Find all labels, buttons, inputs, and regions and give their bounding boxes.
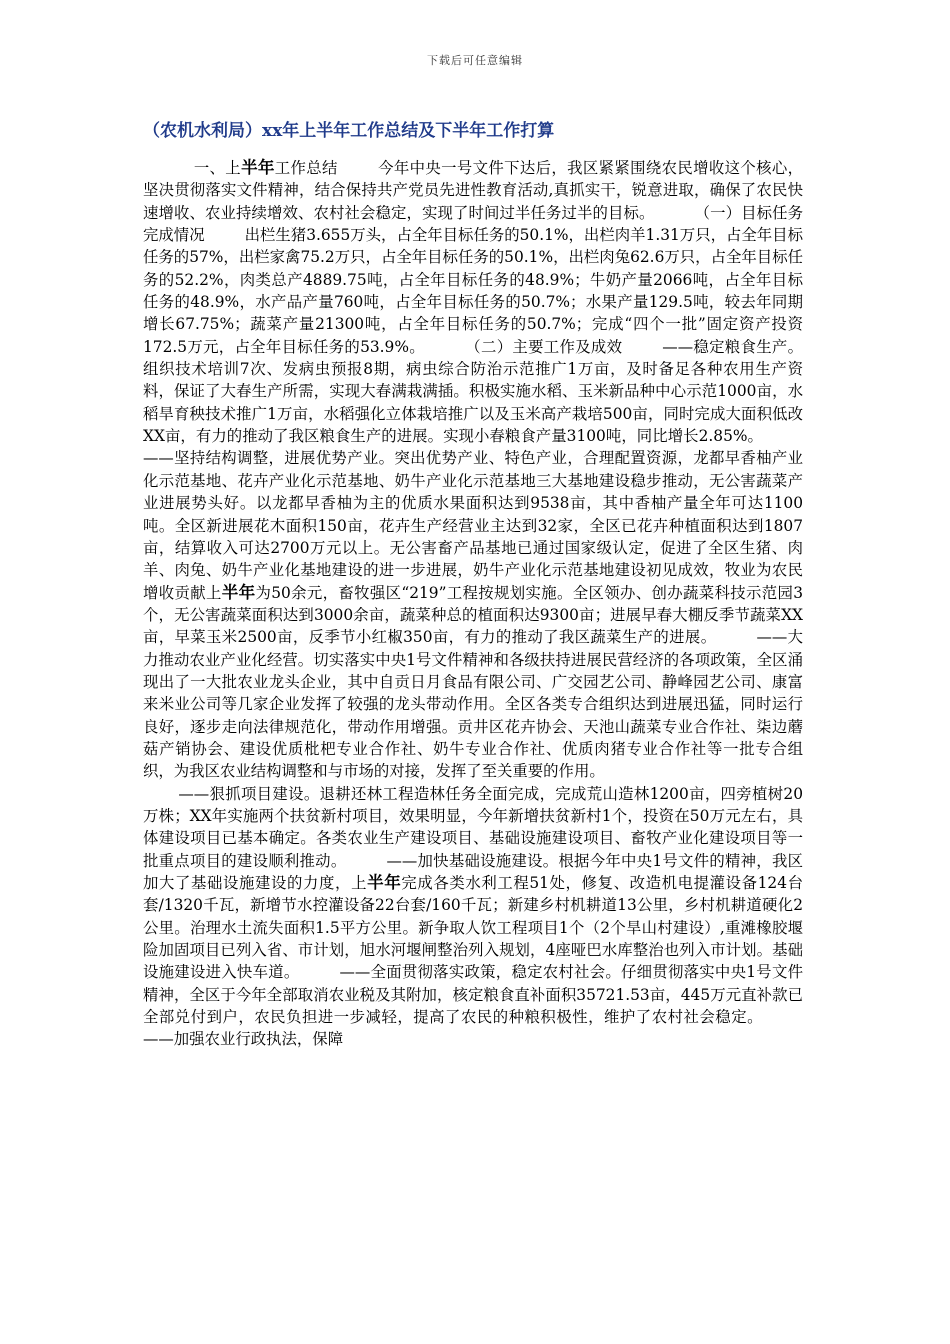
paragraph-projects <box>143 783 803 1051</box>
page-header-note: 下载后可任意编辑 <box>427 54 523 67</box>
section-heading: （二）主要工作及成效 <box>464 337 623 356</box>
text-run: ——大力推动农业产业化经营。切实落实中央1号文件精神和各级扶持进展民营经济的各项政策，全区涌现出了一大批农业龙头企业，其中自贡日月食品有限公司、广交园艺公司、静峰园艺公司、康富来米业公司等几家企业发挥了较强的龙头带动作用。全区各类专合组织达到进展迅猛，同时运行良好，逐步走向法律规范化，带动作用增强。贡井区花卉协会、天池山蔬菜专业合作社、柒边蘑菇产销协会、建设优质枇杷专业合作社、奶牛专业合作社、优质肉猪专业合作社等一批专合组织，为我区农业结构调整和与市场的对接，发挥了至关重要的作用。 <box>143 628 803 781</box>
highlight-term: 半年 <box>367 873 402 892</box>
text-run: ——全面贯彻落实政策，稳定农村社会。仔细贯彻落实中央1号文件精神，全区于今年全部取消农业税及其附加，核定粮食直补面积35721.53亩，445万元直补款已全部兑付到户，农民负担进一步减轻，提高了农民的种粮积极性，维护了农村社会稳定。 <box>143 963 803 1027</box>
text-run: ——稳定粮食生产。组织技术培训7次、发病虫预报8期，病虫综合防治示范推广1万亩，及时备足各种农用生产资料，保证了大春生产所需，实现大春满栽满插。积极实施水稻、玉米新品种中心示范1000亩，水稻旱育秧技术推广1万亩，水稻强化立体栽培推广以及玉米高产栽培500亩，同时完成大面积低改XX亩，有力的推动了我区粮食生产的进展。实现小春粮食产量3100吨，同比增长2.85%。 <box>143 337 803 446</box>
text-run: 为50余元，畜牧强区“219”工程按规划实施。全区领办、创办蔬菜科技示范园3个，无公害蔬菜面积达到3000余亩，蔬菜种总的植面积达9300亩；进展早春大棚反季节蔬菜XX亩，早菜玉米2500亩，反季节小红椒350亩，有力的推动了我区蔬菜生产的进展。 <box>143 583 803 647</box>
text-run: 完成各类水利工程51处，修复、改造机电提灌设备124台套/1320千瓦，新增节水控灌设备22台套/160千瓦；新建乡村机耕道13公里，乡村机耕道硬化2公里。治理水土流失面积1.5平方公里。新争取人饮工程项目1个（2个旱山村建设）,重滩橡胶堰险加固项目已列入省、市计划，旭水河堰闸整治列入规划，4座哑巴水库整治也列入市计划。基础设施建设进入快车道。 <box>143 874 803 982</box>
highlight-term: 半年 <box>241 158 275 177</box>
text-run: ——加强农业行政执法，保障 <box>143 1030 344 1049</box>
document-title: （农机水利局）xx年上半年工作总结及下半年工作打算 <box>143 121 555 141</box>
text-run: ——加快基础设施建设。根据今年中央1号文件的精神，我区加大了基础设施建设的力度，上 <box>143 851 803 892</box>
text-run: ——狠抓项目建设。退耕还林工程造林任务全面完成，完成荒山造林1200亩，四旁植树20万株；XX年实施两个扶贫新村项目，效果明显，今年新增扶贫新村1个，投资在50万元左右，具体建设项目已基本确定。各类农业生产建设项目、基础设施建设项目、畜牧产业化建设项目等一批重点项目的建设顺利推动。 <box>143 784 803 870</box>
section-heading: （一）目标任务完成情况 <box>143 203 803 245</box>
text-run: ——坚持结构调整，进展优势产业。突出优势产业、特色产业，合理配置资源，龙都早香柚产业化示范基地、花卉产业化示范基地、奶牛产业化示范基地三大基地建设稳步推动，无公害蔬菜产业进展势头好。以龙都早香柚为主的优质水果面积达到9538亩，其中香柚产量全年可达1100吨。全区新进展花木面积150亩，花卉生产经营业主达到32家，全区已花卉种植面积达到1807亩，结算收入可达2700万元以上。无公害畜产品基地已通过国家级认定，促进了全区生猪、肉羊、肉兔、奶牛产业化基地建设的进一步进展，奶牛产业化示范基地建设初见成效，牧业为农民增收贡献上 <box>143 449 803 602</box>
highlight-term: 半年 <box>221 582 256 602</box>
text-run: 今年中央一号文件下达后，我区紧紧围绕农民增收这个核心，坚决贯彻落实文件精神，结合保持共产党员先进性教育活动,真抓实干，锐意进取，确保了农民快速增收、农业持续增效、农村社会稳定，实现了时间过半任务过半的目标。 <box>143 159 803 222</box>
document-body <box>143 157 803 1051</box>
text-run: 出栏生猪3.655万头，占全年目标任务的50.1%，出栏肉羊1.31万只，占全年目标任务的57%，出栏家禽75.2万只，占全年目标任务的50.1%，出栏肉兔62.6万只，占全年目标任务的52.2%，肉类总产4889.75吨，占全年目标任务的48.9%；牛奶产量2066吨，占全年目标任务的48.9%，水产品产量760吨，占全年目标任务的50.7%；水果产量129.5吨，较去年同期增长67.75%；蔬菜产量21300吨，占全年目标任务的50.7%；完成“四个一批”固定资产投资172.5万元，占全年目标任务的53.9%。 <box>143 226 803 356</box>
paragraph-summary <box>143 157 803 783</box>
text-run: 工作总结 <box>274 159 338 177</box>
text-run: 一、上 <box>193 159 242 177</box>
